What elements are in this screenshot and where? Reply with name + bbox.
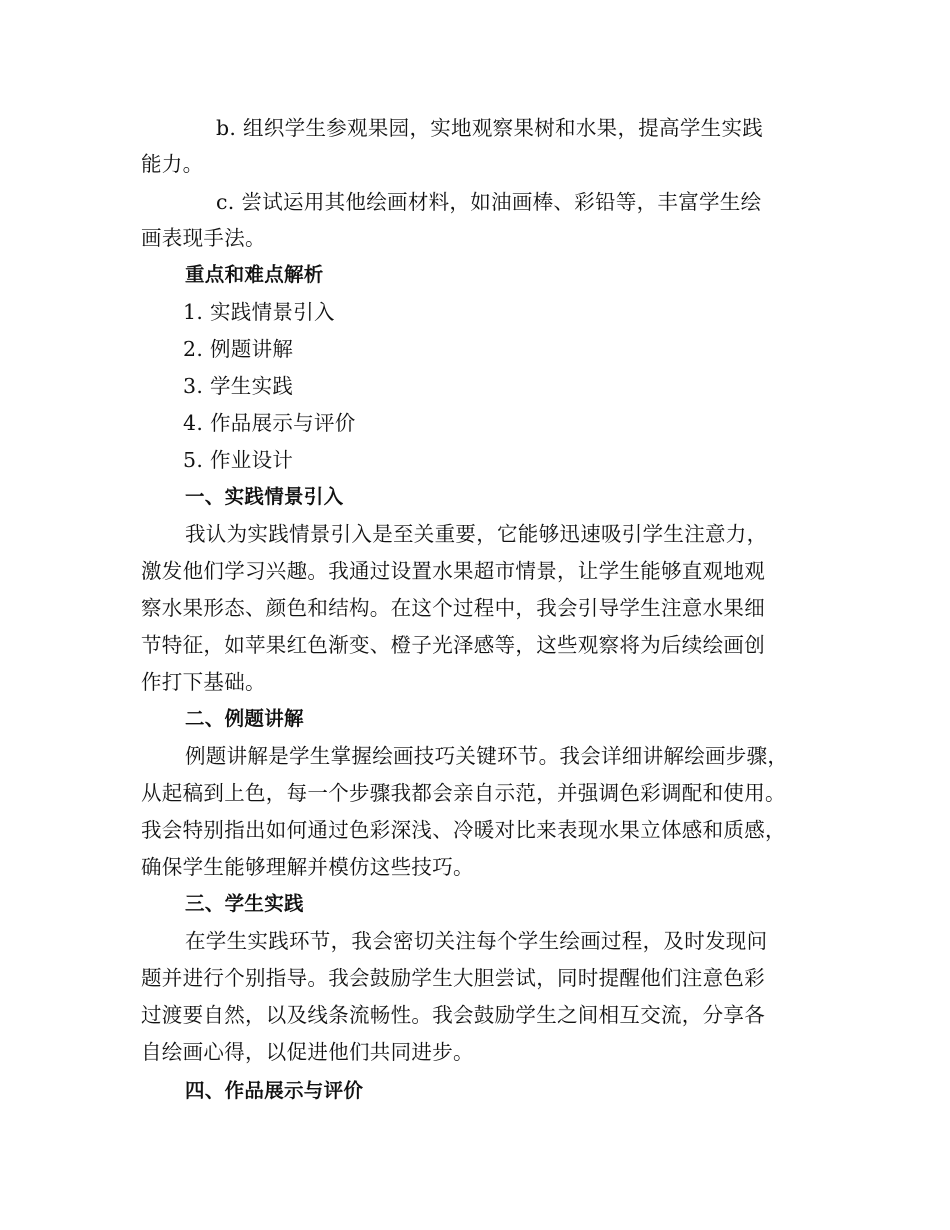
- section-2-line: 确保学生能够理解并模仿这些技巧。: [141, 855, 474, 879]
- optional-item-c-line-2: 画表现手法。: [141, 226, 266, 250]
- section-3-line: 在学生实践环节，我会密切关注每个学生绘画过程，及时发现问: [185, 929, 768, 953]
- outline-item: 3. 学生实践: [183, 374, 294, 398]
- outline-item: 1. 实践情景引入: [183, 300, 335, 324]
- section-2-line: 例题讲解是学生掌握绘画技巧关键环节。我会详细讲解绘画步骤，: [185, 744, 789, 768]
- section-heading-3: 三、学生实践: [185, 892, 304, 915]
- outline-item: 4. 作品展示与评价: [183, 411, 356, 435]
- section-3-line: 题并进行个别指导。我会鼓励学生大胆尝试，同时提醒他们注意色彩: [141, 966, 765, 990]
- optional-item-c-line-1: c. 尝试运用其他绘画材料，如油画棒、彩铅等，丰富学生绘: [216, 190, 762, 214]
- section-1-line: 节特征，如苹果红色渐变、橙子光泽感等，这些观察将为后续绘画创: [141, 633, 765, 657]
- section-heading-4: 四、作品展示与评价: [185, 1079, 364, 1102]
- section-heading-2: 二、例题讲解: [185, 707, 304, 730]
- outline-item: 5. 作业设计: [183, 448, 294, 472]
- section-2-line: 我会特别指出如何通过色彩深浅、冷暖对比来表现水果立体感和质感，: [141, 818, 786, 842]
- section-3-line: 自绘画心得，以促进他们共同进步。: [141, 1040, 474, 1064]
- section-3-line: 过渡要自然，以及线条流畅性。我会鼓励学生之间相互交流，分享各: [141, 1003, 765, 1027]
- outline-item: 2. 例题讲解: [183, 337, 294, 361]
- section-1-line: 我认为实践情景引入是至关重要，它能够迅速吸引学生注意力，: [185, 522, 768, 546]
- analysis-heading: 重点和难点解析: [185, 263, 324, 286]
- section-2-line: 从起稿到上色，每一个步骤我都会亲自示范，并强调色彩调配和使用。: [141, 781, 786, 805]
- section-1-line: 作打下基础。: [141, 670, 266, 694]
- section-heading-1: 一、实践情景引入: [185, 485, 344, 508]
- section-1-line: 激发他们学习兴趣。我通过设置水果超市情景，让学生能够直观地观: [141, 559, 765, 583]
- optional-item-b-line-1: b. 组织学生参观果园，实地观察果树和水果，提高学生实践: [216, 116, 764, 140]
- section-1-line: 察水果形态、颜色和结构。在这个过程中，我会引导学生注意水果细: [141, 596, 765, 620]
- optional-item-b-line-2: 能力。: [141, 152, 204, 176]
